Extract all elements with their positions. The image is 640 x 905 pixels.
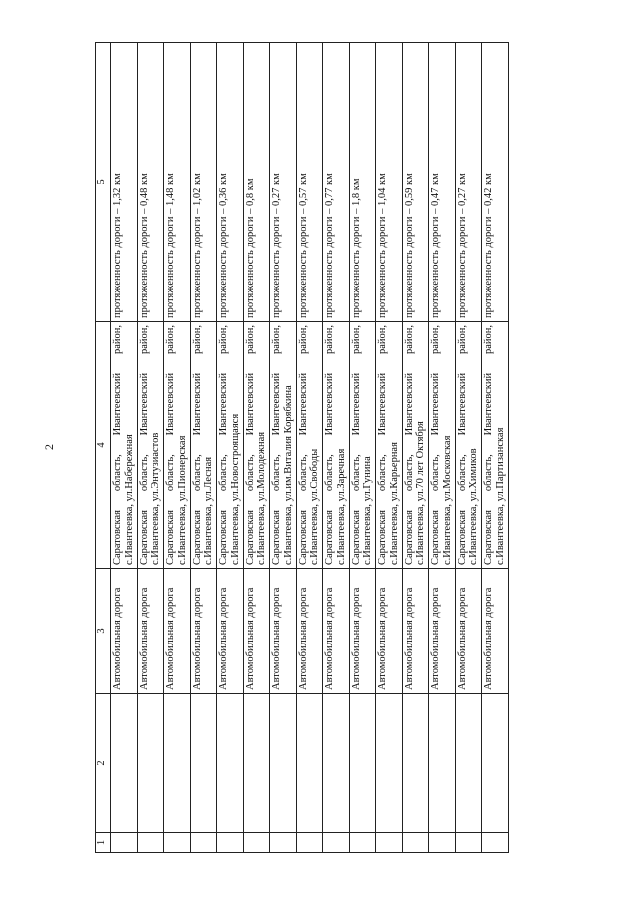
table-row bbox=[323, 43, 350, 853]
cell-num bbox=[482, 833, 509, 853]
cell-location: Саратовская область, Ивантеевский район, с.Ивантеевка, ул.Пионерская bbox=[164, 322, 191, 569]
cell-num bbox=[270, 833, 297, 853]
cell-num bbox=[137, 833, 164, 853]
table-body bbox=[111, 43, 509, 853]
cell-num bbox=[402, 833, 429, 853]
cell-location: Саратовская область, Ивантеевский район, с.Ивантеевка, ул.им.Виталия Корябкина bbox=[270, 322, 297, 569]
cell-type: Автомобильная дорога bbox=[349, 569, 376, 694]
cell-location: Саратовская область, Ивантеевский район, с.Ивантеевка, ул.Новостроящаяся bbox=[217, 322, 244, 569]
cell-num bbox=[323, 833, 350, 853]
header-col-2: 2 bbox=[96, 694, 111, 833]
cell-name bbox=[270, 694, 297, 833]
cell-length: протяженность дороги – 0,57 км bbox=[296, 43, 323, 322]
cell-location: Саратовская область, Ивантеевский район, с.Ивантеевка, ул.Химиков bbox=[455, 322, 482, 569]
cell-length: протяженность дороги – 0,59 км bbox=[402, 43, 429, 322]
cell-num bbox=[349, 833, 376, 853]
cell-location: Саратовская область, Ивантеевский район, с.Ивантеевка, ул.Гунина bbox=[349, 322, 376, 569]
cell-num bbox=[111, 833, 138, 853]
cell-num bbox=[164, 833, 191, 853]
table-row bbox=[349, 43, 376, 853]
cell-location: Саратовская область, Ивантеевский район, с.Ивантеевка, ул.Энтузиастов bbox=[137, 322, 164, 569]
cell-name bbox=[190, 694, 217, 833]
cell-num bbox=[429, 833, 456, 853]
cell-length: протяженность дороги – 0,48 км bbox=[137, 43, 164, 322]
cell-num bbox=[190, 833, 217, 853]
cell-length: протяженность дороги – 1,48 км bbox=[164, 43, 191, 322]
table-header-row bbox=[96, 43, 111, 853]
cell-length: протяженность дороги – 1,02 км bbox=[190, 43, 217, 322]
cell-location: Саратовская область, Ивантеевский район, с.Ивантеевка, ул.70 лет Октября bbox=[402, 322, 429, 569]
cell-length: протяженность дороги – 1,04 км bbox=[376, 43, 403, 322]
cell-type: Автомобильная дорога bbox=[217, 569, 244, 694]
cell-num bbox=[243, 833, 270, 853]
page-number: 2 bbox=[42, 444, 56, 450]
cell-length: протяженность дороги – 1,8 км bbox=[349, 43, 376, 322]
table-row bbox=[455, 43, 482, 853]
cell-location: Саратовская область, Ивантеевский район, с.Ивантеевка, ул.Свободы bbox=[296, 322, 323, 569]
cell-length: протяженность дороги – 0,42 км bbox=[482, 43, 509, 322]
header-col-1: 1 bbox=[96, 833, 111, 853]
cell-num bbox=[455, 833, 482, 853]
cell-name bbox=[137, 694, 164, 833]
table-row bbox=[137, 43, 164, 853]
table-row bbox=[217, 43, 244, 853]
cell-length: протяженность дороги – 0,27 км bbox=[270, 43, 297, 322]
cell-type: Автомобильная дорога bbox=[164, 569, 191, 694]
cell-type: Автомобильная дорога bbox=[190, 569, 217, 694]
header-col-4: 4 bbox=[96, 322, 111, 569]
cell-name bbox=[296, 694, 323, 833]
cell-name bbox=[455, 694, 482, 833]
cell-num bbox=[296, 833, 323, 853]
cell-num bbox=[376, 833, 403, 853]
cell-type: Автомобильная дорога bbox=[111, 569, 138, 694]
cell-type: Автомобильная дорога bbox=[243, 569, 270, 694]
header-col-3: 3 bbox=[96, 569, 111, 694]
cell-type: Автомобильная дорога bbox=[429, 569, 456, 694]
table-row bbox=[243, 43, 270, 853]
cell-location: Саратовская область, Ивантеевский район, с.Ивантеевка, ул.Лесная bbox=[190, 322, 217, 569]
cell-name bbox=[323, 694, 350, 833]
table-row bbox=[111, 43, 138, 853]
cell-length: протяженность дороги – 0,77 км bbox=[323, 43, 350, 322]
cell-length: протяженность дороги – 0,8 км bbox=[243, 43, 270, 322]
cell-type: Автомобильная дорога bbox=[376, 569, 403, 694]
cell-type: Автомобильная дорога bbox=[402, 569, 429, 694]
table-row bbox=[190, 43, 217, 853]
cell-name bbox=[429, 694, 456, 833]
table-row bbox=[376, 43, 403, 853]
cell-length: протяженность дороги – 0,27 км bbox=[455, 43, 482, 322]
cell-name bbox=[243, 694, 270, 833]
cell-name bbox=[164, 694, 191, 833]
cell-location: Саратовская область, Ивантеевский район, с.Ивантеевка, ул.Партизанская bbox=[482, 322, 509, 569]
roads-table bbox=[95, 42, 509, 853]
cell-location: Саратовская область, Ивантеевский район, с.Ивантеевка, ул.Молодежная bbox=[243, 322, 270, 569]
cell-name bbox=[402, 694, 429, 833]
header-col-5: 5 bbox=[96, 43, 111, 322]
cell-location: Саратовская область, Ивантеевский район, с.Ивантеевка, ул.Набережная bbox=[111, 322, 138, 569]
cell-length: протяженность дороги – 1,32 км bbox=[111, 43, 138, 322]
table-row bbox=[164, 43, 191, 853]
table-row bbox=[270, 43, 297, 853]
cell-location: Саратовская область, Ивантеевский район, с.Ивантеевка, ул.Карьерная bbox=[376, 322, 403, 569]
cell-location: Саратовская область, Ивантеевский район, с.Ивантеевка, ул.Московская bbox=[429, 322, 456, 569]
cell-type: Автомобильная дорога bbox=[137, 569, 164, 694]
cell-type: Автомобильная дорога bbox=[482, 569, 509, 694]
table-row bbox=[429, 43, 456, 853]
cell-type: Автомобильная дорога bbox=[296, 569, 323, 694]
table-row bbox=[296, 43, 323, 853]
cell-type: Автомобильная дорога bbox=[270, 569, 297, 694]
table-row bbox=[482, 43, 509, 853]
cell-name bbox=[376, 694, 403, 833]
cell-name bbox=[217, 694, 244, 833]
cell-type: Автомобильная дорога bbox=[455, 569, 482, 694]
rotated-document-area bbox=[95, 43, 590, 853]
cell-length: протяженность дороги – 0,47 км bbox=[429, 43, 456, 322]
table-row bbox=[402, 43, 429, 853]
cell-name bbox=[482, 694, 509, 833]
cell-location: Саратовская область, Ивантеевский район, с.Ивантеевка, ул.Заречная bbox=[323, 322, 350, 569]
cell-length: протяженность дороги – 0,36 км bbox=[217, 43, 244, 322]
cell-name bbox=[111, 694, 138, 833]
cell-name bbox=[349, 694, 376, 833]
cell-type: Автомобильная дорога bbox=[323, 569, 350, 694]
cell-num bbox=[217, 833, 244, 853]
